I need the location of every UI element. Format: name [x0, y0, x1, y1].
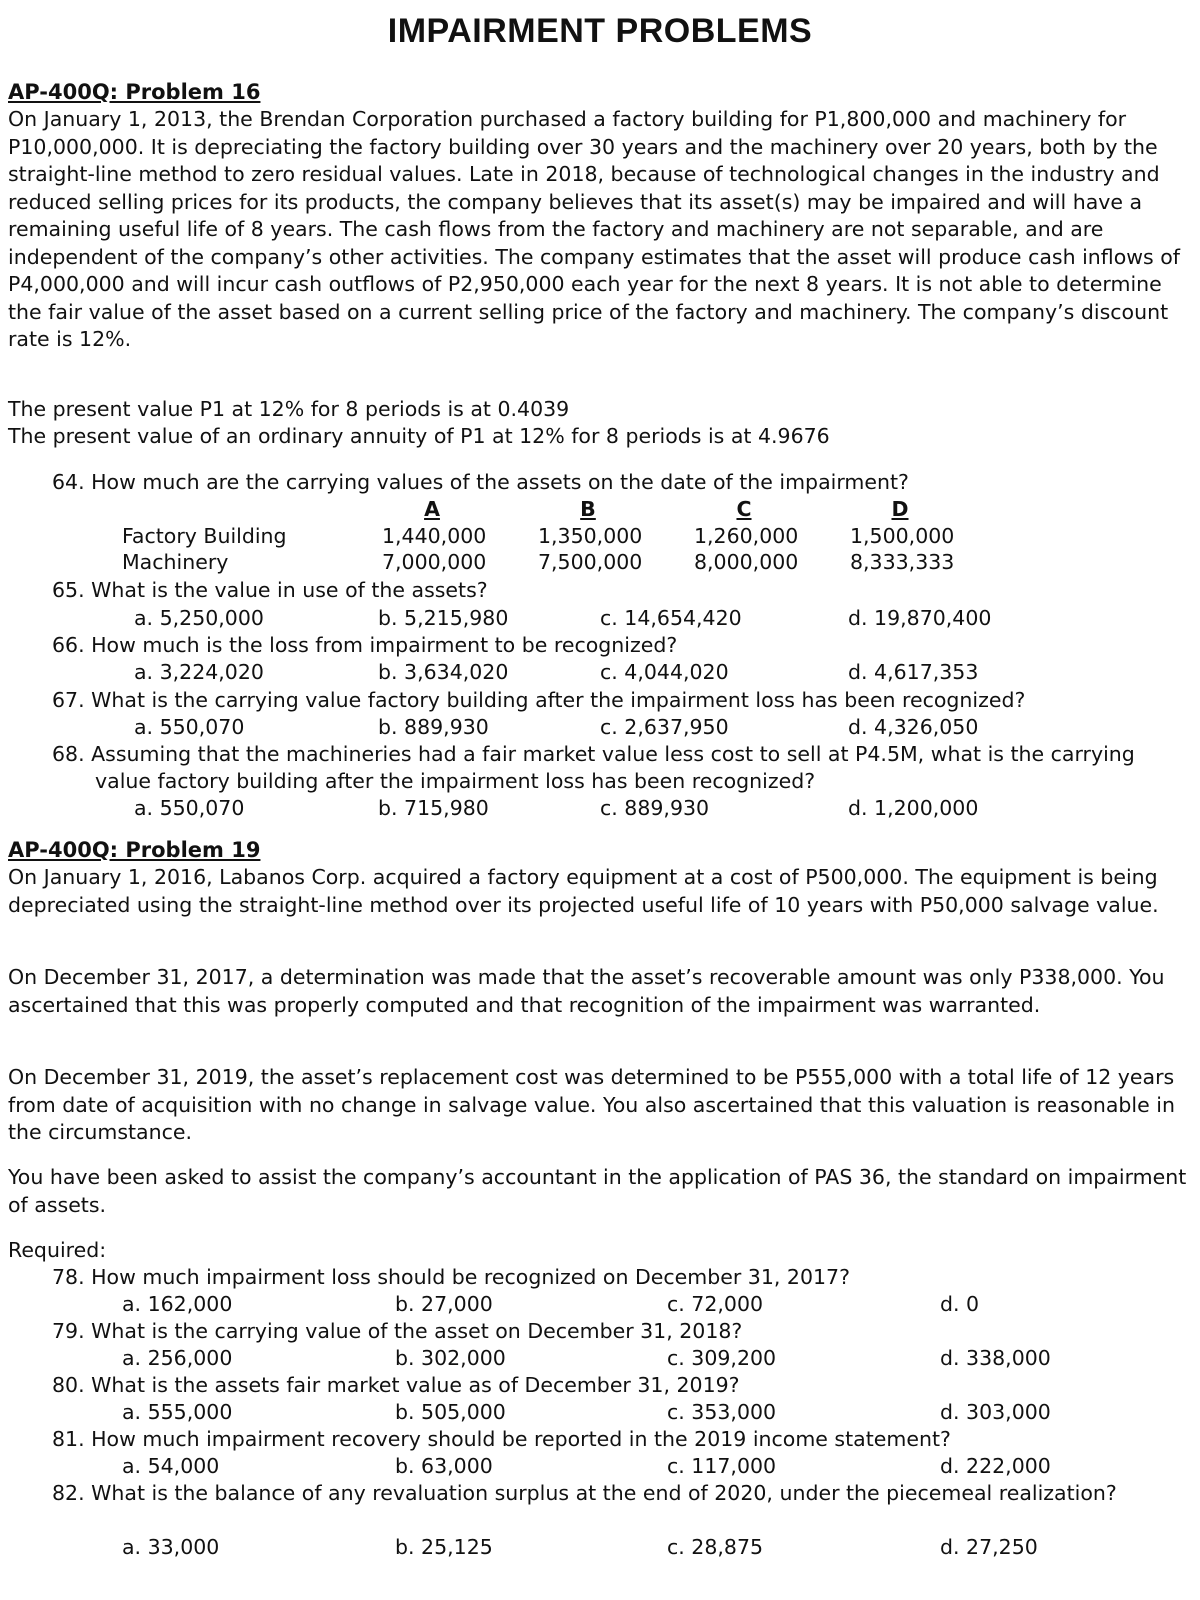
- option-c: c. 2,637,950: [600, 715, 729, 739]
- question-64: 64. How much are the carrying values of the assets on the date of the impairment?: [52, 470, 909, 494]
- option-c: c. 4,044,020: [600, 660, 729, 684]
- column-header-d: D: [891, 497, 909, 521]
- option-a: a. 54,000: [122, 1454, 220, 1478]
- option-b: b. 3,634,020: [378, 660, 509, 684]
- required-label: Required:: [8, 1238, 107, 1262]
- option-d: d. 338,000: [940, 1346, 1051, 1370]
- column-header-b: B: [580, 497, 596, 521]
- problem-19-heading: AP-400Q: Problem 19: [8, 838, 261, 862]
- table-cell: 7,500,000: [538, 550, 643, 574]
- table-cell: 1,440,000: [382, 524, 487, 548]
- option-b: b. 25,125: [395, 1535, 493, 1559]
- question-68: 68. Assuming that the machineries had a fair market value less cost to sell at P4.5M, what is the carrying value factory building after the impairment loss has been recognized?: [52, 742, 1135, 793]
- option-d: d. 4,326,050: [848, 715, 979, 739]
- question-82: 82. What is the balance of any revaluation surplus at the end of 2020, under the piecemeal realization?: [52, 1481, 1117, 1505]
- option-d: d. 1,200,000: [848, 796, 979, 820]
- table-cell: 1,260,000: [694, 524, 799, 548]
- option-b: b. 27,000: [395, 1292, 493, 1316]
- question-66: 66. How much is the loss from impairment to be recognized?: [52, 633, 678, 657]
- option-d: d. 19,870,400: [848, 606, 992, 630]
- table-cell: 7,000,000: [382, 550, 487, 574]
- option-a: a. 550,070: [134, 796, 245, 820]
- option-d: d. 303,000: [940, 1400, 1051, 1424]
- option-c: c. 309,200: [667, 1346, 777, 1370]
- option-a: a. 33,000: [122, 1535, 220, 1559]
- option-a: a. 162,000: [122, 1292, 233, 1316]
- option-d: d. 4,617,353: [848, 660, 979, 684]
- page-title: IMPAIRMENT PROBLEMS: [387, 12, 813, 50]
- option-a: a. 256,000: [122, 1346, 233, 1370]
- option-c: c. 353,000: [667, 1400, 777, 1424]
- table-cell: 8,000,000: [694, 550, 799, 574]
- problem-16-heading: AP-400Q: Problem 16: [8, 80, 261, 104]
- option-b: b. 302,000: [395, 1346, 506, 1370]
- option-a: a. 550,070: [134, 715, 245, 739]
- option-a: a. 3,224,020: [134, 660, 264, 684]
- option-b: b. 889,930: [378, 715, 489, 739]
- option-c: c. 117,000: [667, 1454, 777, 1478]
- option-c: c. 889,930: [600, 796, 710, 820]
- column-header-c: C: [736, 497, 752, 521]
- option-a: a. 5,250,000: [134, 606, 264, 630]
- pv-line-2: The present value of an ordinary annuity of P1 at 12% for 8 periods is at 4.9676: [8, 424, 830, 448]
- column-header-a: A: [424, 497, 440, 521]
- problem-19-paragraph-2: On December 31, 2017, a determination was made that the asset’s recoverable amount was only P338,000. You ascertained that this was properly computed and that recognition of the impairment was warranted.: [8, 965, 1165, 1017]
- row-label-machinery: Machinery: [122, 550, 229, 574]
- option-c: c. 14,654,420: [600, 606, 742, 630]
- option-d: d. 0: [940, 1292, 980, 1316]
- question-80: 80. What is the assets fair market value as of December 31, 2019?: [52, 1373, 740, 1397]
- question-67: 67. What is the carrying value factory building after the impairment loss has been recognized?: [52, 688, 1026, 712]
- table-cell: 1,500,000: [850, 524, 955, 548]
- problem-19-paragraph-3: On December 31, 2019, the asset’s replacement cost was determined to be P555,000 with a total life of 12 years from date of acquisition with no change in salvage value. You also ascertained that this valuation is reasonable in the circumstance.: [8, 1065, 1175, 1144]
- option-d: d. 27,250: [940, 1535, 1038, 1559]
- pv-line-1: The present value P1 at 12% for 8 periods is at 0.4039: [8, 397, 570, 421]
- problem-16-body: On January 1, 2013, the Brendan Corporation purchased a factory building for P1,800,000 and machinery for P10,000,000. It is depreciating the factory building over 30 years and the machinery over 20 years, both by the straight-line method to zero residual values. Late in 2018, because of technological changes in the industry and reduced selling prices for its products, the company believes that its asset(s) may be impaired and will have a remaining useful life of 8 years. The cash flows from the factory and machinery are not separable, and are independent of the company’s other activities. The company estimates that the asset will produce cash inflows of P4,000,000 and will incur cash outflows of P2,950,000 each year for the next 8 years. It is not able to determine the fair value of the asset based on a current selling price of the factory and machinery. The company’s discount rate is 12%.: [8, 107, 1180, 351]
- question-79: 79. What is the carrying value of the asset on December 31, 2018?: [52, 1319, 743, 1343]
- option-b: b. 5,215,980: [378, 606, 509, 630]
- question-65: 65. What is the value in use of the assets?: [52, 578, 488, 602]
- table-cell: 8,333,333: [850, 550, 955, 574]
- option-b: b. 63,000: [395, 1454, 493, 1478]
- row-label-factory-building: Factory Building: [122, 524, 287, 548]
- option-c: c. 72,000: [667, 1292, 764, 1316]
- table-cell: 1,350,000: [538, 524, 643, 548]
- option-d: d. 222,000: [940, 1454, 1051, 1478]
- option-c: c. 28,875: [667, 1535, 764, 1559]
- option-b: b. 505,000: [395, 1400, 506, 1424]
- question-78: 78. How much impairment loss should be recognized on December 31, 2017?: [52, 1265, 850, 1289]
- problem-19-paragraph-1: On January 1, 2016, Labanos Corp. acquired a factory equipment at a cost of P500,000. The equipment is being depreciated using the straight-line method over its projected useful life of 10 years with P50,000 salvage value.: [8, 865, 1159, 917]
- question-81: 81. How much impairment recovery should be reported in the 2019 income statement?: [52, 1427, 951, 1451]
- problem-19-paragraph-4: You have been asked to assist the company’s accountant in the application of PAS 36, the standard on impairment of assets.: [8, 1165, 1187, 1217]
- option-a: a. 555,000: [122, 1400, 233, 1424]
- option-b: b. 715,980: [378, 796, 489, 820]
